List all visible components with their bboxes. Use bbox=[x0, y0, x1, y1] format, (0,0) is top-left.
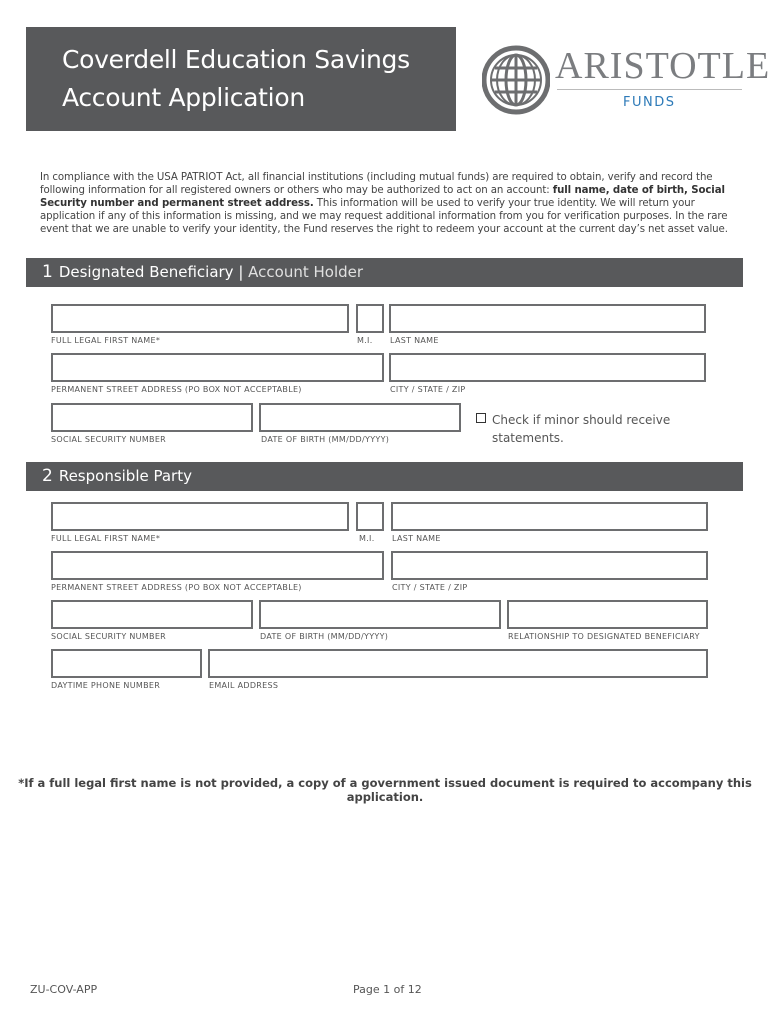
logo-subtitle: FUNDS bbox=[623, 95, 676, 110]
first-name-footnote: *If a full legal first name is not provided, a copy of a government issued document is required to accompany this application. bbox=[18, 776, 752, 804]
section-1-subtitle: Account Holder bbox=[248, 263, 364, 281]
responsible-mi-label: M.I. bbox=[359, 534, 375, 543]
page-title-line-1: Coverdell Education Savings bbox=[62, 45, 410, 74]
section-2-header bbox=[26, 462, 743, 491]
responsible-first-name-field[interactable] bbox=[51, 502, 349, 531]
beneficiary-last-name-label: LAST NAME bbox=[390, 336, 439, 345]
minor-statements-label bbox=[492, 411, 670, 447]
logo-divider bbox=[557, 89, 742, 90]
daytime-phone-label: DAYTIME PHONE NUMBER bbox=[51, 681, 161, 690]
section-1-separator: | bbox=[233, 263, 249, 281]
relationship-field[interactable] bbox=[507, 600, 708, 629]
responsible-city-label: CITY / STATE / ZIP bbox=[392, 583, 468, 592]
intro-text-1: In compliance with the USA PATRIOT Act, all financial institutions (including mutual funds) are required to obtain, verify and record the following information for all registered owners or others who may be authorized to act on an account: bbox=[40, 172, 713, 196]
intro-text-2: This information will be used to verify your true identity. We will return your application if any of this information is missing, and we may request additional information from you for verification purposes. In the rare event that we are unable to verify your identity, the Fund reserves the right to redeem your account at the current day’s net asset value. bbox=[40, 198, 728, 235]
section-1-header bbox=[26, 258, 743, 287]
responsible-street-label: PERMANENT STREET ADDRESS (PO BOX NOT ACCEPTABLE) bbox=[51, 583, 302, 592]
globe-icon bbox=[482, 44, 550, 116]
form-code: ZU-COV-APP bbox=[30, 983, 98, 996]
beneficiary-street-field[interactable] bbox=[51, 353, 384, 382]
beneficiary-first-name-field[interactable] bbox=[51, 304, 349, 333]
beneficiary-mi-field[interactable] bbox=[356, 304, 384, 333]
beneficiary-city-field[interactable] bbox=[389, 353, 706, 382]
minor-statements-label-line-1: Check if minor should receive bbox=[492, 413, 671, 427]
responsible-dob-label: DATE OF BIRTH (MM/DD/YYYY) bbox=[260, 632, 389, 641]
beneficiary-last-name-field[interactable] bbox=[389, 304, 706, 333]
responsible-street-field[interactable] bbox=[51, 551, 384, 580]
beneficiary-ssn-field[interactable] bbox=[51, 403, 253, 432]
section-2-title: Responsible Party bbox=[58, 467, 192, 485]
section-2-number: 2 bbox=[42, 466, 53, 486]
relationship-label: RELATIONSHIP TO DESIGNATED BENEFICIARY bbox=[508, 632, 700, 641]
email-field[interactable] bbox=[208, 649, 708, 678]
responsible-dob-field[interactable] bbox=[259, 600, 501, 629]
intro-paragraph bbox=[40, 171, 740, 236]
section-1-title: Designated Beneficiary bbox=[58, 263, 234, 281]
responsible-first-name-label: FULL LEGAL FIRST NAME* bbox=[51, 534, 161, 543]
intro-required-info: full name, date of birth, Social Security number and permanent street address. bbox=[40, 185, 725, 209]
responsible-ssn-field[interactable] bbox=[51, 600, 253, 629]
page-title-line-2: Account Application bbox=[62, 83, 305, 112]
responsible-last-name-label: LAST NAME bbox=[392, 534, 441, 543]
beneficiary-city-label: CITY / STATE / ZIP bbox=[390, 385, 466, 394]
beneficiary-dob-field[interactable] bbox=[259, 403, 461, 432]
beneficiary-first-name-label: FULL LEGAL FIRST NAME* bbox=[51, 336, 161, 345]
beneficiary-ssn-label: SOCIAL SECURITY NUMBER bbox=[51, 435, 167, 444]
section-1-number: 1 bbox=[42, 262, 53, 282]
responsible-ssn-label: SOCIAL SECURITY NUMBER bbox=[51, 632, 167, 641]
beneficiary-street-label: PERMANENT STREET ADDRESS (PO BOX NOT ACCEPTABLE) bbox=[51, 385, 302, 394]
beneficiary-mi-label: M.I. bbox=[357, 336, 373, 345]
logo-wordmark: ARISTOTLE bbox=[555, 45, 770, 87]
email-label: EMAIL ADDRESS bbox=[209, 681, 279, 690]
page-number: Page 1 of 12 bbox=[353, 983, 422, 996]
title-banner bbox=[26, 27, 456, 131]
minor-statements-checkbox[interactable] bbox=[476, 413, 486, 423]
responsible-last-name-field[interactable] bbox=[391, 502, 708, 531]
daytime-phone-field[interactable] bbox=[51, 649, 202, 678]
responsible-city-field[interactable] bbox=[391, 551, 708, 580]
minor-statements-label-line-2: statements. bbox=[492, 431, 564, 445]
responsible-mi-field[interactable] bbox=[356, 502, 384, 531]
beneficiary-dob-label: DATE OF BIRTH (MM/DD/YYYY) bbox=[261, 435, 390, 444]
